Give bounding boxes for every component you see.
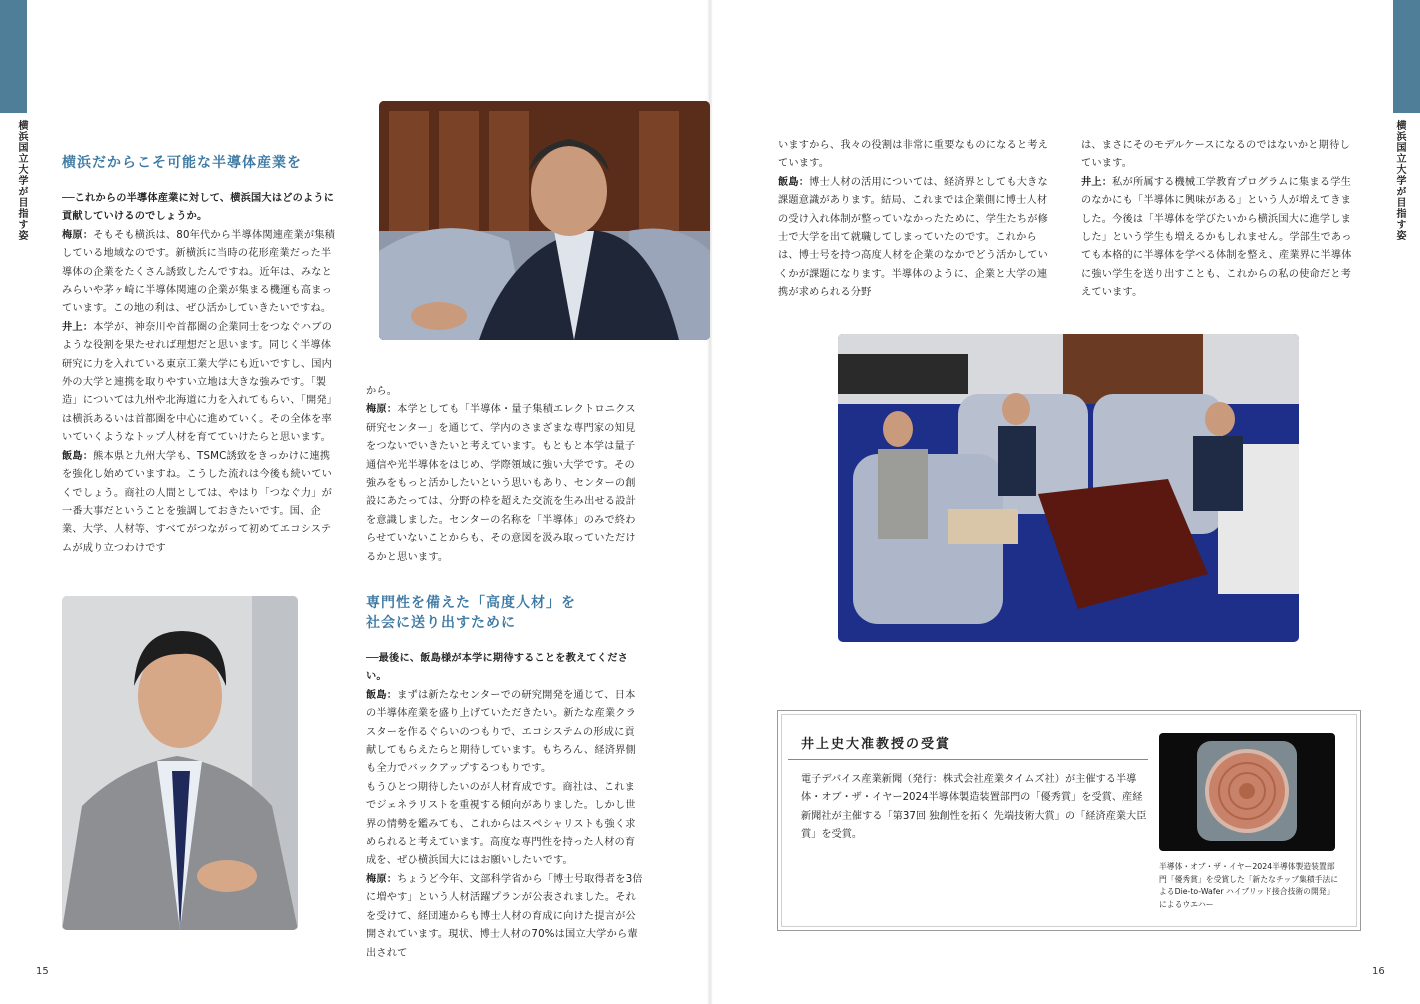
- article-column-2: [366, 383, 644, 567]
- award-title: 井上史大准教授の受賞: [801, 737, 952, 752]
- paragraph: もうひとつ期待したいのが人材育成です。商社は、これまでジェネラリストを重視する傾向がありました。しかし世界の情勢を鑑みても、これからはスペシャリストも強く求められると考えています。高度な専門性を持った人材の育成を、ぜひ横浜国大にはお願いしたいです。: [366, 781, 636, 867]
- photo-group-illustration: [838, 334, 1299, 642]
- right-side-tab: [1393, 0, 1420, 113]
- paragraph: 井上：私が所属する機械工学教育プログラムに集まる学生のなかにも「半導体に興味がある」という人が増えてきました。今後は「半導体を学びたいから横浜国大に進学しました」という学生も増えるかもしれません。学部生であっても本格的に半導体を学べる体制を整え、産業界に半導体に強い学生を送り出すことも、これからの私の使命だと考えています。: [1081, 176, 1352, 299]
- wafer-caption: 半導体・オブ・ザ・イヤー2024半導体製造装置部門「優秀賞」を受賞した「新たなチップ集積手法によるDie-to-Wafer ハイブリッド接合技術の開発」によるウエハー: [1159, 862, 1339, 909]
- paragraph: 飯島：博士人材の活用については、経済界としても大きな課題意識があります。結局、これまでは企業側に博士人材の受け入れ体制が整っていなかったために、学生たちが修士で大学を出て就職してしまっていたのです。これからは、博士号を持つ高度人材を企業のなかでどう活かしていくかが課題になります。半導体のように、企業と大学の連携が求められる分野: [778, 176, 1049, 299]
- award-title-rule: [788, 759, 1148, 760]
- paragraph: 飯島：まずは新たなセンターでの研究開発を通じて、日本の半導体産業を盛り上げていただきたい。新たな産業クラスターを作るぐらいのつもりで、エコシステムの形成に貢献してもらえたらと期待しています。もちろん、経済界側も全力でバックアップするつもりです。: [366, 689, 637, 775]
- award-box: [777, 710, 1361, 931]
- article-column-1: [62, 190, 340, 558]
- interview-question: ──最後に、飯島様が本学に期待することを教えてください。: [366, 653, 628, 683]
- article-column-4: [778, 137, 1056, 303]
- article-column-3: [366, 650, 644, 963]
- photo-group-discussion: [838, 334, 1299, 642]
- photo-umehara: [379, 101, 710, 340]
- page-number-right: 16: [1372, 966, 1385, 977]
- wafer-illustration: [1159, 733, 1335, 851]
- award-description: 電子デバイス産業新聞（発行：株式会社産業タイムズ社）が主催する半導体・オブ・ザ・イヤー2024半導体製造装置部門の「優秀賞」を受賞、産経新聞社が主催する「第37回 独創性を拓く 先端技術大賞」の「経済産業大臣賞」を受賞。: [801, 774, 1147, 841]
- paragraph: 梅原：本学としても「半導体・量子集積エレクトロニクス研究センター」を通じて、学内のさまざまな専門家の知見をつないでいきたいと考えています。もともと本学は量子通信や光半導体をはじめ、学際領域に強い大学です。その強みをもっと活かしたいという思いもあり、センターの創設にあたっては、分野の枠を超えた交流を生み出せる設計を意識しました。センターの名称を「半導体」のみで終わらせていないことからも、その意図を汲み取っていただけるかと思います。: [366, 404, 637, 563]
- paragraph: いますから、我々の役割は非常に重要なものになると考えています。: [778, 140, 1049, 170]
- paragraph: 梅原：そもそも横浜は、80年代から半導体関連産業が集積している地域なのです。新横浜に当時の花形産業だった半導体の企業をたくさん誘致したんですね。近年は、みなとみらいや茅ヶ崎に半導体関連の企業が集まる機運も高まっています。この地の利は、ぜひ活かしていきたいですね。: [62, 229, 336, 315]
- paragraph: 梅原：ちょうど今年、文部科学省から「博士号取得者を3倍に増やす」という人材活躍プランが公表されました。それを受けて、経団連からも博士人材の育成に向けた提言が公開されています。現状、博士人材の70%は国立大学から輩出されて: [366, 873, 643, 959]
- paragraph: は、まさにそのモデルケースになるのではないかと期待しています。: [1081, 140, 1350, 170]
- paragraph: から。: [366, 386, 398, 397]
- photo-inoue-illustration: [62, 596, 298, 930]
- left-side-tab: [0, 0, 27, 113]
- photo-umehara-illustration: [379, 101, 710, 340]
- left-side-label: 横浜国立大学が目指す姿: [16, 120, 27, 241]
- section-heading-2: 専門性を備えた「高度人材」を 社会に送り出すために: [366, 595, 576, 631]
- interview-question: ──これからの半導体産業に対して、横浜国大はどのように貢献していけるのでしょうか。: [62, 193, 335, 223]
- wafer-photo: [1159, 733, 1335, 851]
- paragraph: 井上：本学が、神奈川や首都圏の企業同士をつなぐハブのような役割を果たせれば理想だと思います。同じく半導体研究に力を入れている東京工業大学にも近いですし、国内外の大学と連携を取りやすい立地は大きな強みです。「製造」については九州や北海道に力を入れてもらい、「開発」は横浜あるいは首都圏を中心に進めていく。その全体を率いていくようなトップ人材を育てていけたらと思います。: [62, 321, 338, 444]
- page-number-left: 15: [36, 966, 49, 977]
- section-heading-1: 横浜だからこそ可能な半導体産業を: [62, 155, 302, 171]
- article-column-5: [1081, 137, 1359, 303]
- paragraph: 飯島：熊本県と九州大学も、TSMC誘致をきっかけに連携を強化し始めていますね。こうした流れは今後も続いていくでしょう。商社の人間としては、やはり「つなぐ力」が一番大事だということを強調しておきたいです。国、企業、大学、人材等、すべてがつながって初めてエコシステムが成り立つわけです: [62, 450, 333, 554]
- right-side-label: 横浜国立大学が目指す姿: [1394, 120, 1405, 241]
- photo-inoue: [62, 596, 298, 930]
